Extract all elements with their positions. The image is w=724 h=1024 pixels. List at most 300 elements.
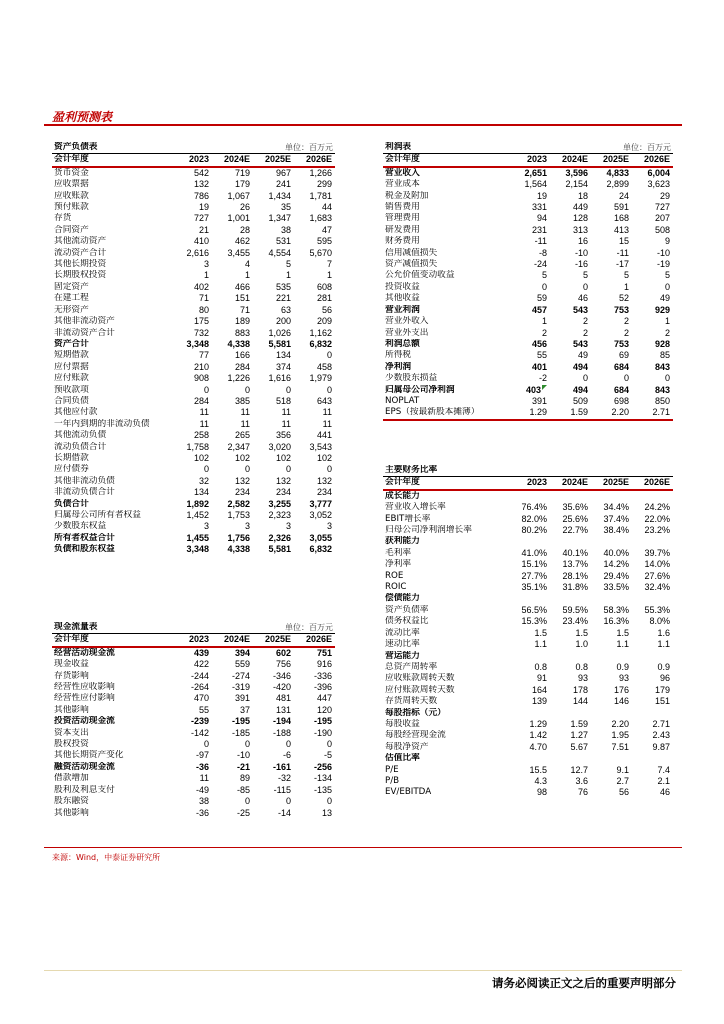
row-value <box>212 385 253 396</box>
row-value <box>253 671 294 682</box>
table-row <box>383 270 673 281</box>
table-row <box>52 521 335 532</box>
value-text: 52 <box>619 293 630 304</box>
row-value <box>509 502 550 513</box>
row-value <box>550 270 591 281</box>
value-text: 15.5 <box>529 764 547 775</box>
cash-flow-table <box>52 622 335 819</box>
value-text: 916 <box>316 659 332 670</box>
value-text: 531 <box>275 236 291 247</box>
value-text: 102 <box>316 452 332 463</box>
row-value <box>632 248 673 259</box>
value-text: 3,348 <box>186 544 209 555</box>
value-text: 394 <box>234 647 250 658</box>
value-text: 23.2% <box>644 525 671 536</box>
value-text: 14.2% <box>603 559 629 570</box>
value-text: 0 <box>326 796 332 807</box>
row-value <box>253 213 294 224</box>
row-value <box>591 502 632 513</box>
table-row <box>383 525 673 536</box>
table-row <box>52 659 335 670</box>
value-text: 602 <box>275 647 291 658</box>
row-label: 归属母公司所有者权益 <box>54 510 141 520</box>
table-row <box>383 179 673 190</box>
table-row <box>52 328 335 339</box>
value-text: 234 <box>234 487 250 498</box>
row-label: 营业外收入 <box>385 316 429 327</box>
row-value <box>253 442 294 453</box>
table-row <box>383 339 673 350</box>
row-value <box>253 305 294 316</box>
value-text: -32 <box>277 773 291 784</box>
row-value <box>550 605 591 616</box>
value-text: 9 <box>665 236 671 247</box>
row-value <box>509 776 550 787</box>
row-label: 净利润 <box>385 361 412 372</box>
table-row <box>383 776 673 787</box>
row-value <box>509 373 550 384</box>
value-text: 178 <box>572 684 588 695</box>
row-value <box>171 739 212 750</box>
value-text: -85 <box>236 784 250 795</box>
value-text: -11 <box>616 247 630 258</box>
row-value <box>632 213 673 224</box>
value-text: 1,001 <box>227 213 250 224</box>
row-value <box>550 396 591 407</box>
row-value <box>171 796 212 807</box>
value-text: 3,543 <box>309 441 332 452</box>
row-value <box>171 533 212 544</box>
header-year: 2023 <box>509 477 550 490</box>
table-row <box>383 730 673 741</box>
value-text: -135 <box>313 784 332 795</box>
value-text: -97 <box>195 750 209 761</box>
value-text: 5,581 <box>268 338 291 349</box>
row-label: NOPLAT <box>385 395 420 406</box>
value-text: -36 <box>195 761 209 772</box>
row-value <box>212 373 253 384</box>
value-text: 41.0% <box>521 547 547 558</box>
row-value <box>171 728 212 739</box>
table-row <box>383 385 673 396</box>
row-label: 资产合计 <box>54 338 89 349</box>
row-value <box>253 682 294 693</box>
row-label: 每股指标（元） <box>385 707 446 718</box>
table-row <box>383 502 673 513</box>
section-row <box>383 753 673 764</box>
row-value <box>171 464 212 475</box>
row-label: 净利率 <box>385 559 412 570</box>
value-text: 11 <box>322 418 332 429</box>
value-text: 11 <box>199 407 209 418</box>
row-label: 应收票据 <box>54 179 89 190</box>
value-text: 1,683 <box>309 213 332 224</box>
value-text: 35.1% <box>521 582 547 593</box>
row-label: 现金收益 <box>54 659 89 670</box>
table-row <box>383 282 673 293</box>
value-text: 0 <box>541 281 547 292</box>
row-value <box>171 442 212 453</box>
value-text: 356 <box>275 430 291 441</box>
value-text: 1,434 <box>268 190 291 201</box>
value-text: 413 <box>613 224 630 235</box>
value-text: -195 <box>231 716 250 727</box>
value-text: 0.8 <box>534 661 547 672</box>
table-row <box>383 548 673 559</box>
row-value <box>550 525 591 536</box>
row-value <box>294 808 335 819</box>
row-label: 一年内到期的非流动负债 <box>54 418 150 429</box>
value-text: 22.0% <box>644 513 671 524</box>
value-text: 47 <box>321 224 332 235</box>
row-value <box>632 167 673 179</box>
row-value <box>253 362 294 373</box>
row-label: 其他影响 <box>54 704 89 715</box>
value-text: 331 <box>531 202 547 213</box>
row-value <box>171 808 212 819</box>
row-value <box>212 316 253 327</box>
row-value <box>294 407 335 418</box>
row-value <box>550 742 591 753</box>
row-label: 其他收益 <box>385 293 420 304</box>
value-text: 3 <box>203 259 209 270</box>
row-value <box>253 407 294 418</box>
table-row <box>383 328 673 339</box>
header-year: 2024E <box>212 154 253 167</box>
row-value <box>253 248 294 259</box>
row-value <box>171 339 212 350</box>
row-label: 资产减值损失 <box>385 259 438 270</box>
row-label: 存货周转天数 <box>385 696 438 707</box>
value-text: 46 <box>660 787 671 798</box>
table-header-row <box>52 154 335 167</box>
value-text: 5 <box>624 270 630 281</box>
table-row <box>383 350 673 361</box>
row-value <box>294 362 335 373</box>
table-row <box>383 191 673 202</box>
header-year: 2024E <box>212 634 253 647</box>
row-value <box>294 533 335 544</box>
value-text: 0 <box>624 373 630 384</box>
row-value <box>253 762 294 773</box>
row-value <box>294 464 335 475</box>
row-label: 在建工程 <box>54 293 89 304</box>
value-text: 698 <box>613 395 630 406</box>
row-value <box>253 693 294 704</box>
row-value <box>253 499 294 510</box>
row-value <box>550 639 591 650</box>
table-row <box>52 430 335 441</box>
row-value <box>632 191 673 202</box>
value-text: 14.0% <box>644 559 671 570</box>
table-row <box>383 373 673 384</box>
row-value <box>294 659 335 670</box>
row-value <box>253 796 294 807</box>
table-row <box>52 785 335 796</box>
row-value <box>509 316 550 327</box>
table-row <box>52 385 335 396</box>
row-value <box>171 671 212 682</box>
row-value <box>591 270 632 281</box>
row-label: 归母公司净利润增长率 <box>385 525 472 536</box>
row-value <box>591 328 632 339</box>
row-value <box>550 662 591 673</box>
value-text: 481 <box>275 693 291 704</box>
table-row <box>52 316 335 327</box>
table-row <box>52 750 335 761</box>
row-value <box>591 282 632 293</box>
row-value <box>591 259 632 270</box>
row-value <box>294 773 335 784</box>
row-value <box>171 647 212 659</box>
value-text: 19 <box>536 190 547 201</box>
row-label: 流动比率 <box>385 627 420 638</box>
row-value <box>632 582 673 593</box>
row-value <box>294 453 335 464</box>
row-value <box>509 742 550 753</box>
row-value <box>212 647 253 659</box>
table-row <box>52 705 335 716</box>
row-value <box>171 270 212 281</box>
value-text: 49 <box>660 293 671 304</box>
value-text: -134 <box>313 773 332 784</box>
row-value <box>171 453 212 464</box>
table-row <box>52 453 335 464</box>
row-value <box>212 442 253 453</box>
row-value <box>591 776 632 787</box>
row-value <box>632 662 673 673</box>
value-text: 928 <box>654 338 671 349</box>
value-text: 94 <box>536 213 547 224</box>
value-text: -256 <box>313 761 332 772</box>
value-text: 11 <box>281 407 291 418</box>
row-value <box>212 407 253 418</box>
value-text: 684 <box>613 384 630 395</box>
value-text: 33.5% <box>603 582 629 593</box>
row-value <box>171 682 212 693</box>
row-value <box>509 514 550 525</box>
source-note: 来源：Wind，中泰证券研究所 <box>52 853 161 862</box>
value-text: 1,452 <box>186 510 209 520</box>
row-value <box>171 659 212 670</box>
row-value <box>253 487 294 498</box>
row-value <box>212 705 253 716</box>
value-text: 2 <box>583 316 589 327</box>
row-value <box>550 248 591 259</box>
row-value <box>509 248 550 259</box>
row-label: 长期借款 <box>54 452 89 463</box>
row-value <box>294 202 335 213</box>
row-value <box>591 213 632 224</box>
table-row <box>52 464 335 475</box>
value-text: 543 <box>572 304 589 315</box>
row-label: 其他流动资产 <box>54 236 107 247</box>
value-text: 1 <box>541 316 547 327</box>
row-value <box>212 259 253 270</box>
row-label: 其他长期资产变化 <box>54 750 124 761</box>
value-text: -25 <box>236 807 250 818</box>
value-text: -5 <box>323 750 332 761</box>
row-value <box>509 639 550 650</box>
row-value <box>294 248 335 259</box>
value-text: 929 <box>654 304 671 315</box>
row-value <box>171 385 212 396</box>
value-text: 3 <box>244 521 250 532</box>
table-row <box>383 605 673 616</box>
row-value <box>550 407 591 419</box>
row-value <box>509 259 550 270</box>
financial-ratios-table <box>383 465 673 799</box>
value-text: -264 <box>190 682 209 693</box>
row-value <box>632 328 673 339</box>
table-row <box>52 213 335 224</box>
value-text: 26 <box>239 202 250 213</box>
value-text: 9.87 <box>652 741 671 752</box>
row-value <box>509 385 550 396</box>
row-value <box>294 682 335 693</box>
row-value <box>591 236 632 247</box>
value-text: -11 <box>534 236 547 247</box>
row-value <box>212 179 253 190</box>
value-text: 374 <box>275 361 291 372</box>
value-text: 11 <box>281 418 291 429</box>
row-label: 借款增加 <box>54 773 89 784</box>
table-row <box>52 396 335 407</box>
row-value <box>171 487 212 498</box>
value-text: 5,670 <box>309 247 332 258</box>
value-text: 1,026 <box>268 327 291 338</box>
row-value <box>509 787 550 798</box>
row-value <box>294 442 335 453</box>
row-value <box>550 514 591 525</box>
value-text: -161 <box>272 761 291 772</box>
value-text: 402 <box>193 281 209 292</box>
value-text: 40.1% <box>562 547 588 558</box>
row-label: 应收账款 <box>54 190 89 201</box>
table-row <box>383 248 673 259</box>
header-label: 会计年度 <box>383 154 509 167</box>
row-value <box>212 476 253 487</box>
value-text: -244 <box>190 670 209 681</box>
value-text: 1,758 <box>186 441 209 452</box>
value-text: 843 <box>654 384 671 395</box>
row-value <box>509 407 550 419</box>
value-text: 120 <box>316 704 332 715</box>
value-text: 1,892 <box>186 498 209 509</box>
value-text: 3,596 <box>565 167 589 178</box>
value-text: 385 <box>234 395 250 406</box>
row-value <box>212 464 253 475</box>
row-value <box>550 259 591 270</box>
row-value <box>294 476 335 487</box>
value-text: 751 <box>316 647 332 658</box>
value-text: 134 <box>275 350 291 361</box>
value-text: 131 <box>275 704 291 715</box>
table-row <box>383 639 673 650</box>
row-label: EBIT增长率 <box>385 513 431 524</box>
value-text: -190 <box>313 727 332 738</box>
row-label: 营业外支出 <box>385 327 429 338</box>
row-value <box>591 639 632 650</box>
row-value <box>212 739 253 750</box>
value-text: 4,833 <box>606 167 630 178</box>
row-value <box>294 328 335 339</box>
row-value <box>550 628 591 639</box>
value-text: 403 <box>525 384 541 395</box>
value-text: 1.5 <box>534 627 547 638</box>
row-value <box>294 385 335 396</box>
value-text: -10 <box>236 750 250 761</box>
value-text: 0.9 <box>657 661 671 672</box>
row-value <box>591 696 632 707</box>
row-value <box>509 328 550 339</box>
row-label: 合同负债 <box>54 395 89 406</box>
value-text: 2,154 <box>565 179 589 190</box>
table-row <box>52 533 335 544</box>
row-label: 经营活动现金流 <box>54 647 115 658</box>
row-value <box>632 685 673 696</box>
row-value <box>171 202 212 213</box>
value-text: 1,347 <box>268 213 291 224</box>
row-value <box>632 339 673 350</box>
value-text: 3,348 <box>186 338 209 349</box>
row-value <box>632 202 673 213</box>
header-year: 2024E <box>550 477 591 490</box>
value-text: 76 <box>577 787 588 798</box>
row-value <box>171 419 212 430</box>
value-text: 18 <box>578 190 589 201</box>
row-value <box>591 525 632 536</box>
value-text: 5 <box>285 259 291 270</box>
value-text: 1.0 <box>575 639 588 650</box>
value-text: 3,777 <box>309 498 332 509</box>
table-row <box>383 293 673 304</box>
row-label: 所得税 <box>385 350 412 361</box>
row-value <box>509 582 550 593</box>
row-value <box>212 202 253 213</box>
row-label: 信用减值损失 <box>385 247 438 258</box>
header-year: 2026E <box>632 477 673 490</box>
value-text: 1.95 <box>611 730 629 741</box>
table-row <box>52 773 335 784</box>
value-text: 1.59 <box>570 718 588 729</box>
value-text: 22.7% <box>562 525 588 536</box>
value-text: -16 <box>575 259 589 270</box>
value-text: -21 <box>236 761 250 772</box>
value-text: 470 <box>193 693 209 704</box>
value-text: 221 <box>275 293 291 304</box>
value-text: 80.2% <box>521 525 547 536</box>
value-text: 462 <box>234 236 250 247</box>
value-text: 0 <box>326 350 332 361</box>
row-value <box>294 293 335 304</box>
header-year: 2023 <box>509 154 550 167</box>
row-value <box>632 696 673 707</box>
value-text: 3,055 <box>309 532 332 543</box>
value-text: 4,338 <box>227 338 250 349</box>
value-text: 164 <box>531 684 547 695</box>
value-text: 24 <box>619 190 630 201</box>
row-value <box>171 407 212 418</box>
row-value <box>294 762 335 773</box>
value-text: 85 <box>660 350 671 361</box>
row-label: 税金及附加 <box>385 190 429 201</box>
row-value <box>253 225 294 236</box>
row-label: 应收账款周转天数 <box>385 673 455 684</box>
value-text: 643 <box>316 395 332 406</box>
value-text: 32 <box>198 475 209 486</box>
value-text: 71 <box>239 304 250 315</box>
